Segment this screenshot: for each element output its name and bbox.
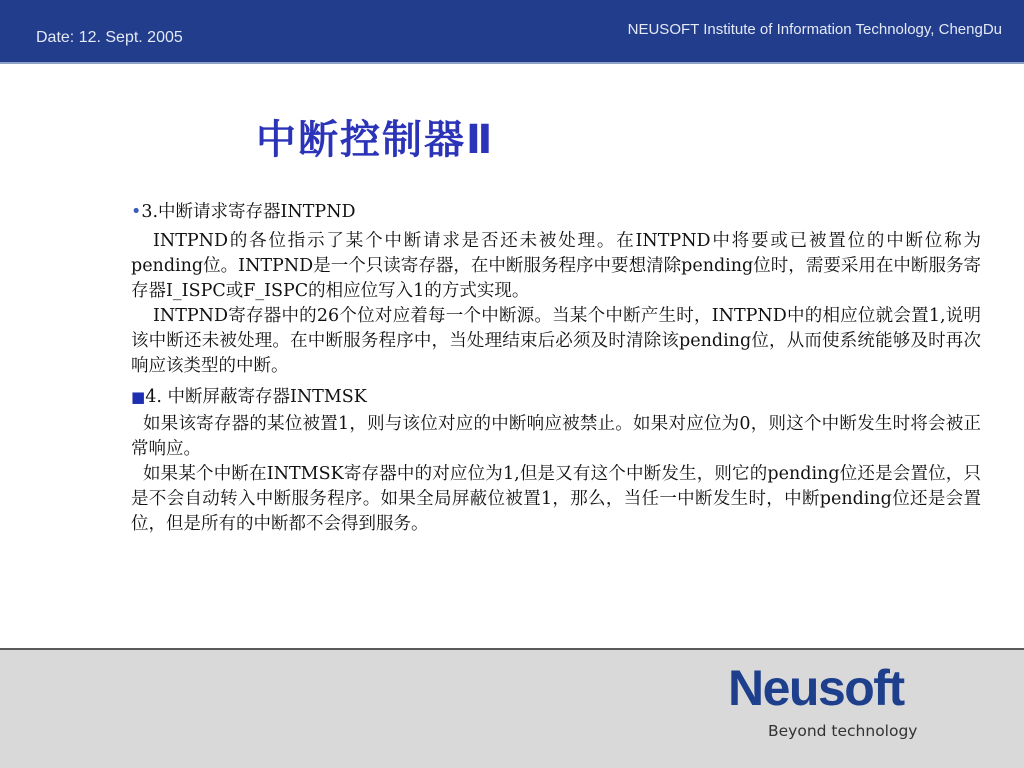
section-3-paragraph-1: INTPND的各位指示了某个中断请求是否还未被处理。在INTPND中将要或已被置位的中断位称为pending位。INTPND是一个只读寄存器，在中断服务程序中要想清除pending位时，需要采用在中断服务寄存器I_ISPC或F_ISPC的相应位写入1的方式实现。	[131, 231, 981, 301]
slide-title: 中断控制器Ⅱ	[256, 117, 495, 163]
bullet-dot-icon: •	[131, 202, 142, 222]
institute-name: NEUSOFT Institute of Information Technology, ChengDu	[627, 21, 1002, 38]
neusoft-logo: Neusoft	[728, 660, 904, 716]
section-4-heading-text: 4. 中断屏蔽寄存器INTMSK	[145, 387, 367, 407]
section-4-heading	[131, 385, 981, 410]
header-divider	[0, 62, 1024, 64]
section-3-heading	[131, 200, 981, 225]
square-bullet-icon: ■	[131, 388, 146, 406]
slide-content	[131, 200, 981, 537]
logo-tagline: Beyond technology	[768, 722, 918, 740]
date-label: Date: 12. Sept. 2005	[36, 29, 183, 46]
section-4-paragraph-2: 如果某个中断在INTMSK寄存器中的对应位为1,但是又有这个中断发生，则它的pending位还是会置位，只是不会自动转入中断服务程序。如果全局屏蔽位被置1，那么，当任一中断发生时，中断pending位还是会置位，但是所有的中断都不会得到服务。	[131, 464, 981, 534]
section-3-paragraph-2: INTPND寄存器中的26个位对应着每一个中断源。当某个中断产生时，INTPND中的相应位就会置1,说明该中断还未被处理。在中断服务程序中，当处理结束后必须及时清除该pending位，从而使系统能够及时再次响应该类型的中断。	[131, 306, 981, 376]
section-3-heading-text: 3.中断请求寄存器INTPND	[141, 202, 356, 222]
section-4-paragraph-1: 如果该寄存器的某位被置1，则与该位对应的中断响应被禁止。如果对应位为0，则这个中断发生时将会被正常响应。	[131, 414, 981, 459]
